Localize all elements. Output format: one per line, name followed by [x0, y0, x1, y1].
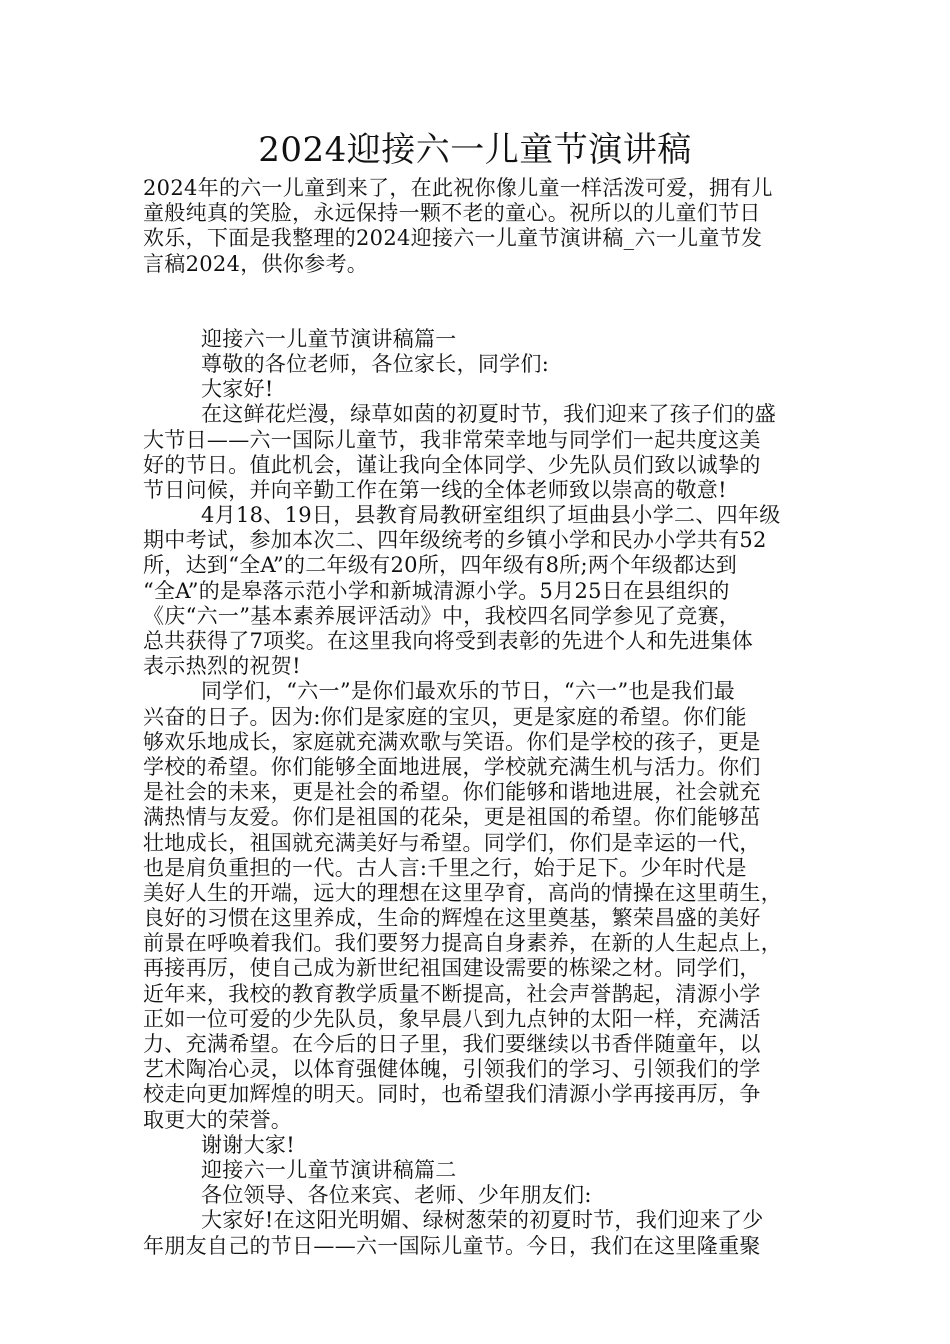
body-line: 年朋友自己的节日——六一国际儿童节。今日，我们在这里隆重聚	[143, 1233, 761, 1258]
body-line: 前景在呼唤着我们。我们要努力提高自身素养，在新的人生起点上，	[143, 931, 782, 956]
speech-text	[143, 327, 825, 1259]
body-line: 期中考试，参加本次二、四年级统考的乡镇小学和民办小学共有52	[143, 528, 767, 553]
body-line: 艺术陶冶心灵，以体育强健体魄，引领我们的学习、引领我们的学	[143, 1057, 761, 1082]
body-line: 壮地成长，祖国就充满美好与希望。同学们，你们是幸运的一代，	[143, 830, 761, 855]
body-line: 表示热烈的祝贺!	[143, 654, 301, 679]
body-line: 美好人生的开端，远大的理想在这里孕育，高尚的情操在这里萌生，	[143, 880, 782, 905]
body-line: 《庆“六一”基本素养展评活动》中，我校四名同学参见了竞赛，	[143, 603, 741, 628]
body-line: 校走向更加辉煌的明天。同时，也希望我们清源小学再接再厉，争	[143, 1082, 761, 1107]
intro-line: 2024年的六一儿童到来了，在此祝你像儿童一样活泼可爱，拥有儿	[143, 176, 773, 200]
body-line: 4月18、19日，县教育局教研室组织了垣曲县小学二、四年级	[201, 503, 781, 528]
body-line: 是社会的未来，更是社会的希望。你们能够和谐地进展，社会就充	[143, 780, 761, 805]
body-line: 再接再厉，使自己成为新世纪祖国建设需要的栋梁之材。同学们，	[143, 956, 761, 981]
body-line: 节日问候，并向辛勤工作在第一线的全体老师致以崇高的敬意!	[143, 477, 727, 502]
intro-line: 言稿2024，供你参考。	[143, 251, 369, 276]
body-line: 大家好!在这阳光明媚、绿树葱荣的初夏时节，我们迎来了少	[201, 1208, 764, 1233]
body-line: 大家好!	[201, 377, 274, 402]
document-body	[143, 176, 825, 1259]
paragraph-gap	[143, 277, 825, 327]
body-line: 迎接六一儿童节演讲稿篇二	[201, 1157, 457, 1182]
body-line: 够欢乐地成长，家庭就充满欢歌与笑语。你们是学校的孩子，更是	[143, 729, 761, 754]
body-line: 好的节日。值此机会，谨让我向全体同学、少先队员们致以诚挚的	[143, 452, 761, 477]
body-line: 正如一位可爱的少先队员，象早晨八到九点钟的太阳一样，充满活	[143, 1006, 761, 1031]
body-line: 良好的习惯在这里养成，生命的辉煌在这里奠基，繁荣昌盛的美好	[143, 906, 761, 931]
body-line: 尊敬的各位老师，各位家长，同学们:	[201, 351, 550, 376]
intro-line: 童般纯真的笑脸，永远保持一颗不老的童心。祝所以的儿童们节日	[143, 201, 761, 226]
body-line: 满热情与友爱。你们是祖国的花朵，更是祖国的希望。你们能够茁	[143, 805, 761, 830]
body-line: 迎接六一儿童节演讲稿篇一	[201, 326, 457, 351]
body-line: 同学们，“六一”是你们最欢乐的节日，“六一”也是我们最	[201, 679, 736, 704]
body-line: 力、充满希望。在今后的日子里，我们要继续以书香伴随童年，以	[143, 1032, 761, 1056]
body-line: 也是肩负重担的一代。古人言:千里之行，始于足下。少年时代是	[143, 855, 747, 880]
body-line: 各位领导、各位来宾、老师、少年朋友们:	[201, 1183, 592, 1208]
body-line: “全A”的是皋落示范小学和新城清源小学。5月25日在县组织的	[143, 578, 730, 603]
body-line: 谢谢大家!	[201, 1132, 295, 1157]
body-line: 总共获得了7项奖。在这里我向将受到表彰的先进个人和先进集体	[143, 629, 754, 653]
document-title: 2024迎接六一儿童节演讲稿	[258, 130, 692, 170]
body-line: 近年来，我校的教育教学质量不断提高，社会声誉鹊起，清源小学	[143, 981, 761, 1006]
intro-line: 欢乐，下面是我整理的2024迎接六一儿童节演讲稿_六一儿童节发	[143, 226, 763, 251]
body-line: 取更大的荣誉。	[143, 1107, 293, 1132]
body-line: 学校的希望。你们能够全面地进展，学校就充满生机与活力。你们	[143, 754, 761, 779]
body-line: 兴奋的日子。因为:你们是家庭的宝贝，更是家庭的希望。你们能	[143, 704, 747, 729]
body-line: 在这鲜花烂漫，绿草如茵的初夏时节，我们迎来了孩子们的盛	[201, 402, 777, 427]
body-line: 大节日——六一国际儿童节，我非常荣幸地与同学们一起共度这美	[143, 427, 761, 452]
body-line: 所，达到“全A”的二年级有20所，四年级有8所;两个年级都达到	[143, 553, 738, 578]
